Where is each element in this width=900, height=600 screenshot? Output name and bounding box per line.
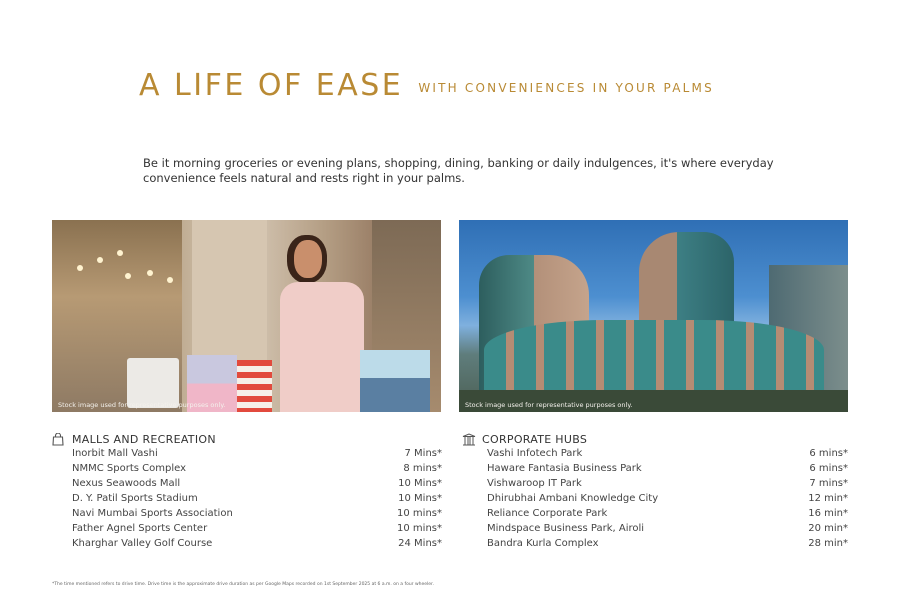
shopping-photo [52, 220, 441, 412]
list-item: Father Agnel Sports Center 10 mins* [72, 523, 442, 534]
title-main: A LIFE OF EASE [139, 68, 404, 103]
page-title [139, 68, 714, 103]
section-heading [462, 432, 848, 446]
shopping-bag-icon [52, 433, 66, 446]
list-item: Bandra Kurla Complex 28 min* [487, 538, 848, 549]
list-item: Vishwaroop IT Park 7 mins* [487, 478, 848, 489]
section-title: CORPORATE HUBS [482, 432, 588, 446]
section-heading [52, 432, 442, 446]
list-item: Navi Mumbai Sports Association 10 mins* [72, 508, 442, 519]
list-item: D. Y. Patil Sports Stadium 10 Mins* [72, 493, 442, 504]
list-item: Kharghar Valley Golf Course 24 Mins* [72, 538, 442, 549]
list-item: Reliance Corporate Park 16 min* [487, 508, 848, 519]
title-subtitle: WITH CONVENIENCES IN YOUR PALMS [418, 81, 714, 95]
intro-paragraph: Be it morning groceries or evening plans, shopping, dining, banking or daily indulgences, it's where everyday convenience feels natural and rests right in your palms. [143, 156, 774, 185]
list-item: Dhirubhai Ambani Knowledge City 12 min* [487, 493, 848, 504]
list-item: Nexus Seawoods Mall 10 Mins* [72, 478, 442, 489]
section-title: MALLS AND RECREATION [72, 432, 216, 446]
malls-and-recreation-section [52, 432, 442, 551]
corporate-hubs-section [462, 432, 848, 551]
image-caption: Stock image used for representative purposes only. [58, 401, 226, 409]
image-caption: Stock image used for representative purposes only. [465, 401, 633, 409]
list-item: Vashi Infotech Park 6 mins* [487, 448, 848, 459]
list-item: Inorbit Mall Vashi 7 Mins* [72, 448, 442, 459]
footnote: *The time mentioned refers to drive time. Drive time is the approximate drive duration as per Google Maps recorded on 1st September 2025 at 6 a.m. on a four wheeler. [52, 582, 434, 587]
building-columns-icon [462, 433, 476, 446]
list-item: Haware Fantasia Business Park 6 mins* [487, 463, 848, 474]
corporate-photo [459, 220, 848, 412]
list-item: Mindspace Business Park, Airoli 20 min* [487, 523, 848, 534]
list-item: NMMC Sports Complex 8 mins* [72, 463, 442, 474]
